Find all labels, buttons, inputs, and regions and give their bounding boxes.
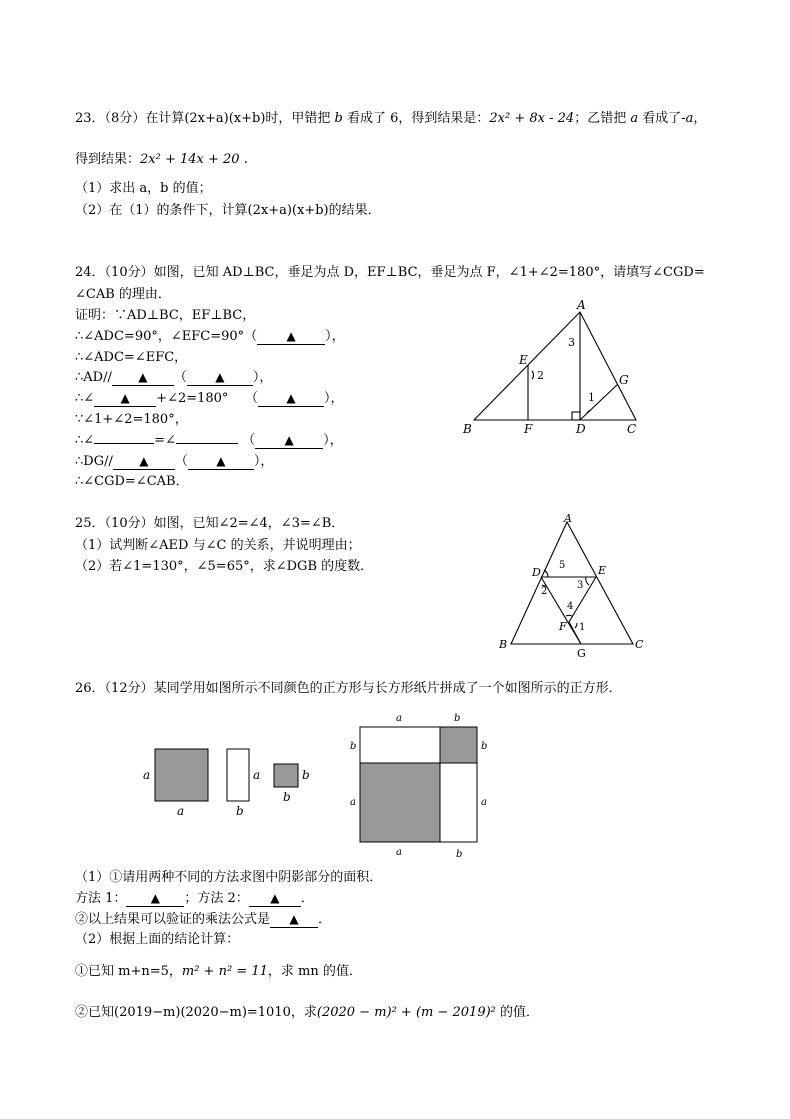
q23-sub2: （2）在（1）的条件下，计算(2x+a)(x+b)的结果． (75, 203, 381, 218)
q25-label-d: D (532, 566, 541, 579)
q23-line2: 得到结果：2x² + 14x + 20 . (75, 152, 248, 167)
q26-square-figure (345, 710, 495, 860)
q24-label-1: 1 (588, 391, 595, 404)
q25-angle-arc-3 (586, 577, 589, 585)
q25-sub1: （1）试判断∠AED 与∠C 的关系，并说明理由； (75, 538, 361, 553)
q24-blank-3[interactable]: ▲ (187, 370, 253, 386)
q24-blank-6[interactable] (94, 443, 154, 444)
q24-label-g: G (619, 373, 629, 387)
q25-label-e: E (598, 564, 607, 577)
q26-large-shaded-square (360, 763, 440, 842)
q24-proof3: ∴AD// ▲ （ ▲ ）， (75, 370, 273, 385)
q24-angle-arc-2 (532, 371, 534, 379)
q24-blank-4[interactable]: ▲ (94, 391, 156, 407)
q24-proof8: ∴∠CGD=∠CAB． (75, 474, 189, 489)
q26-piece1-bottom-label: a (177, 804, 185, 818)
q26-sub2: （2）根据上面的结论计算： (75, 932, 240, 947)
q25-label-c: C (635, 638, 644, 651)
q24-proof6: ∴∠ =∠ （ ▲ ）， (75, 433, 343, 448)
q24-label-3: 3 (568, 336, 575, 349)
q26-pieces-figure (140, 745, 320, 820)
q26-right-label-b: b (481, 741, 488, 752)
q26-piece-square-a (155, 749, 208, 801)
q26-left-label-a: a (350, 797, 356, 808)
q24-triangle-abc (474, 312, 636, 420)
q24-line1: 24．（10分）如图，已知 AD⊥BC，垂足为点 D，EF⊥BC，垂足为点 F，∠1+∠2=180°，请填写∠CGD= (75, 265, 705, 280)
q24-proof7: ∴DG// ▲ （ ▲ ）， (75, 454, 274, 469)
q25-triangle-abc (511, 522, 633, 644)
q25-label-3: 3 (577, 580, 584, 591)
q26-top-label-a: a (396, 713, 402, 724)
q24-proof1: ∴∠ADC=90°，∠EFC=90°（ ▲ ）， (75, 329, 345, 344)
q25-angle-arc-1 (575, 623, 577, 628)
q25-label-f: F (559, 620, 567, 633)
q26-calc1: ①已知 m+n=5，m² + n² = 11，求 mn 的值． (75, 964, 362, 979)
q25-label-g: G (577, 647, 586, 660)
q24-proof2: ∴∠ADC=∠EFC， (75, 350, 188, 365)
q24-figure (460, 300, 660, 440)
q24-label-2: 2 (537, 369, 544, 382)
q26-blank-formula[interactable]: ▲ (270, 912, 318, 928)
q24-blank-8[interactable]: ▲ (255, 433, 323, 449)
q25-figure (495, 510, 655, 660)
q26-piece1-side-label: a (143, 768, 151, 782)
q26-right-label-a: a (481, 797, 487, 808)
q24-label-e: E (519, 353, 528, 367)
q24-blank-5[interactable]: ▲ (258, 391, 324, 407)
q25-label-4: 4 (567, 601, 574, 612)
q26-piece-rect-ab (227, 749, 249, 801)
q26-left-label-b: b (350, 741, 357, 752)
q25-angle-arc-4 (566, 615, 572, 616)
q24-blank-7[interactable] (176, 443, 238, 444)
q24-angle-arc-1 (587, 410, 591, 413)
q26-methods: 方法 1： ▲ ；方法 2： ▲ ． (75, 891, 314, 906)
q26-calc2: ②已知(2019−m)(2020−m)=1010，求(2020 − m)² + (m − 2019)² 的值． (75, 1005, 540, 1020)
q24-proof5: ∵∠1+∠2=180°， (75, 412, 188, 427)
q26-bottom-label-b: b (456, 849, 463, 860)
q26-piece3-bottom-label: b (283, 790, 291, 804)
q25-label-b: B (499, 638, 508, 651)
q24-label-f: F (524, 422, 533, 436)
q24-blank-2[interactable]: ▲ (112, 370, 174, 386)
q24-line2: ∠CAB 的理由． (75, 287, 171, 302)
q24-blank-10[interactable]: ▲ (188, 454, 254, 470)
q24-proof4: ∴∠ ▲ +∠2=180° （ ▲ ）， (75, 391, 344, 406)
q26-bottom-label-a: a (396, 847, 402, 858)
q26-blank-method2[interactable]: ▲ (249, 891, 301, 907)
q24-blank-1[interactable]: ▲ (257, 329, 325, 345)
q26-blank-method1[interactable]: ▲ (126, 891, 184, 907)
q24-label-b: B (463, 422, 472, 436)
q26-small-shaded-square (440, 727, 477, 763)
q24-label-a: A (577, 298, 586, 312)
q25-label-5: 5 (559, 560, 566, 571)
q25-label-1: 1 (579, 622, 586, 633)
q24-proof0: 证明：∵AD⊥BC，EF⊥BC， (75, 308, 256, 323)
q24-right-angle-mark (572, 412, 580, 420)
q24-label-c: C (627, 422, 637, 436)
q23-expr2: 2x² + 14x + 20 (140, 152, 240, 167)
q26-piece-square-b (274, 764, 298, 787)
q23-sub1: （1）求出 a，b 的值； (75, 181, 212, 196)
q26-sub1: （1）①请用两种不同的方法求图中阴影部分的面积． (75, 870, 383, 885)
q24-segment-dg (580, 384, 618, 420)
q26-line1: 26．（12分）某同学用如图所示不同颜色的正方形与长方形纸片拼成了一个如图所示的正方形． (75, 681, 622, 696)
q25-label-2: 2 (541, 586, 548, 597)
q23-line1: 23．（8分）在计算(2x+a)(x+b)时，甲错把 b 看成了 6，得到结果是：2x² + 8x - 24；乙错把 a 看成了-a， (75, 111, 707, 126)
q26-top-label-b: b (454, 713, 461, 724)
q26-piece2-bottom-label: b (236, 804, 244, 818)
q24-label-d: D (576, 422, 586, 436)
q25-sub2: （2）若∠1=130°，∠5=65°，求∠DGB 的度数． (75, 559, 374, 574)
q26-formula: ②以上结果可以验证的乘法公式是 ▲ ． (75, 912, 332, 927)
q26-piece3-side-label: b (302, 768, 310, 782)
q23-expr1: 2x² + 8x - 24 (489, 111, 575, 126)
q25-label-a: A (564, 512, 572, 525)
q26-calc1-expr: m² + n² = 11 (181, 964, 268, 979)
q26-calc2-expr: (2020 − m)² + (m − 2019)² (316, 1005, 496, 1020)
q24-blank-9[interactable]: ▲ (113, 454, 175, 470)
q25-line1: 25．（10分）如图，已知∠2=∠4，∠3=∠B． (75, 516, 345, 531)
q26-piece2-side-label: a (253, 768, 261, 782)
